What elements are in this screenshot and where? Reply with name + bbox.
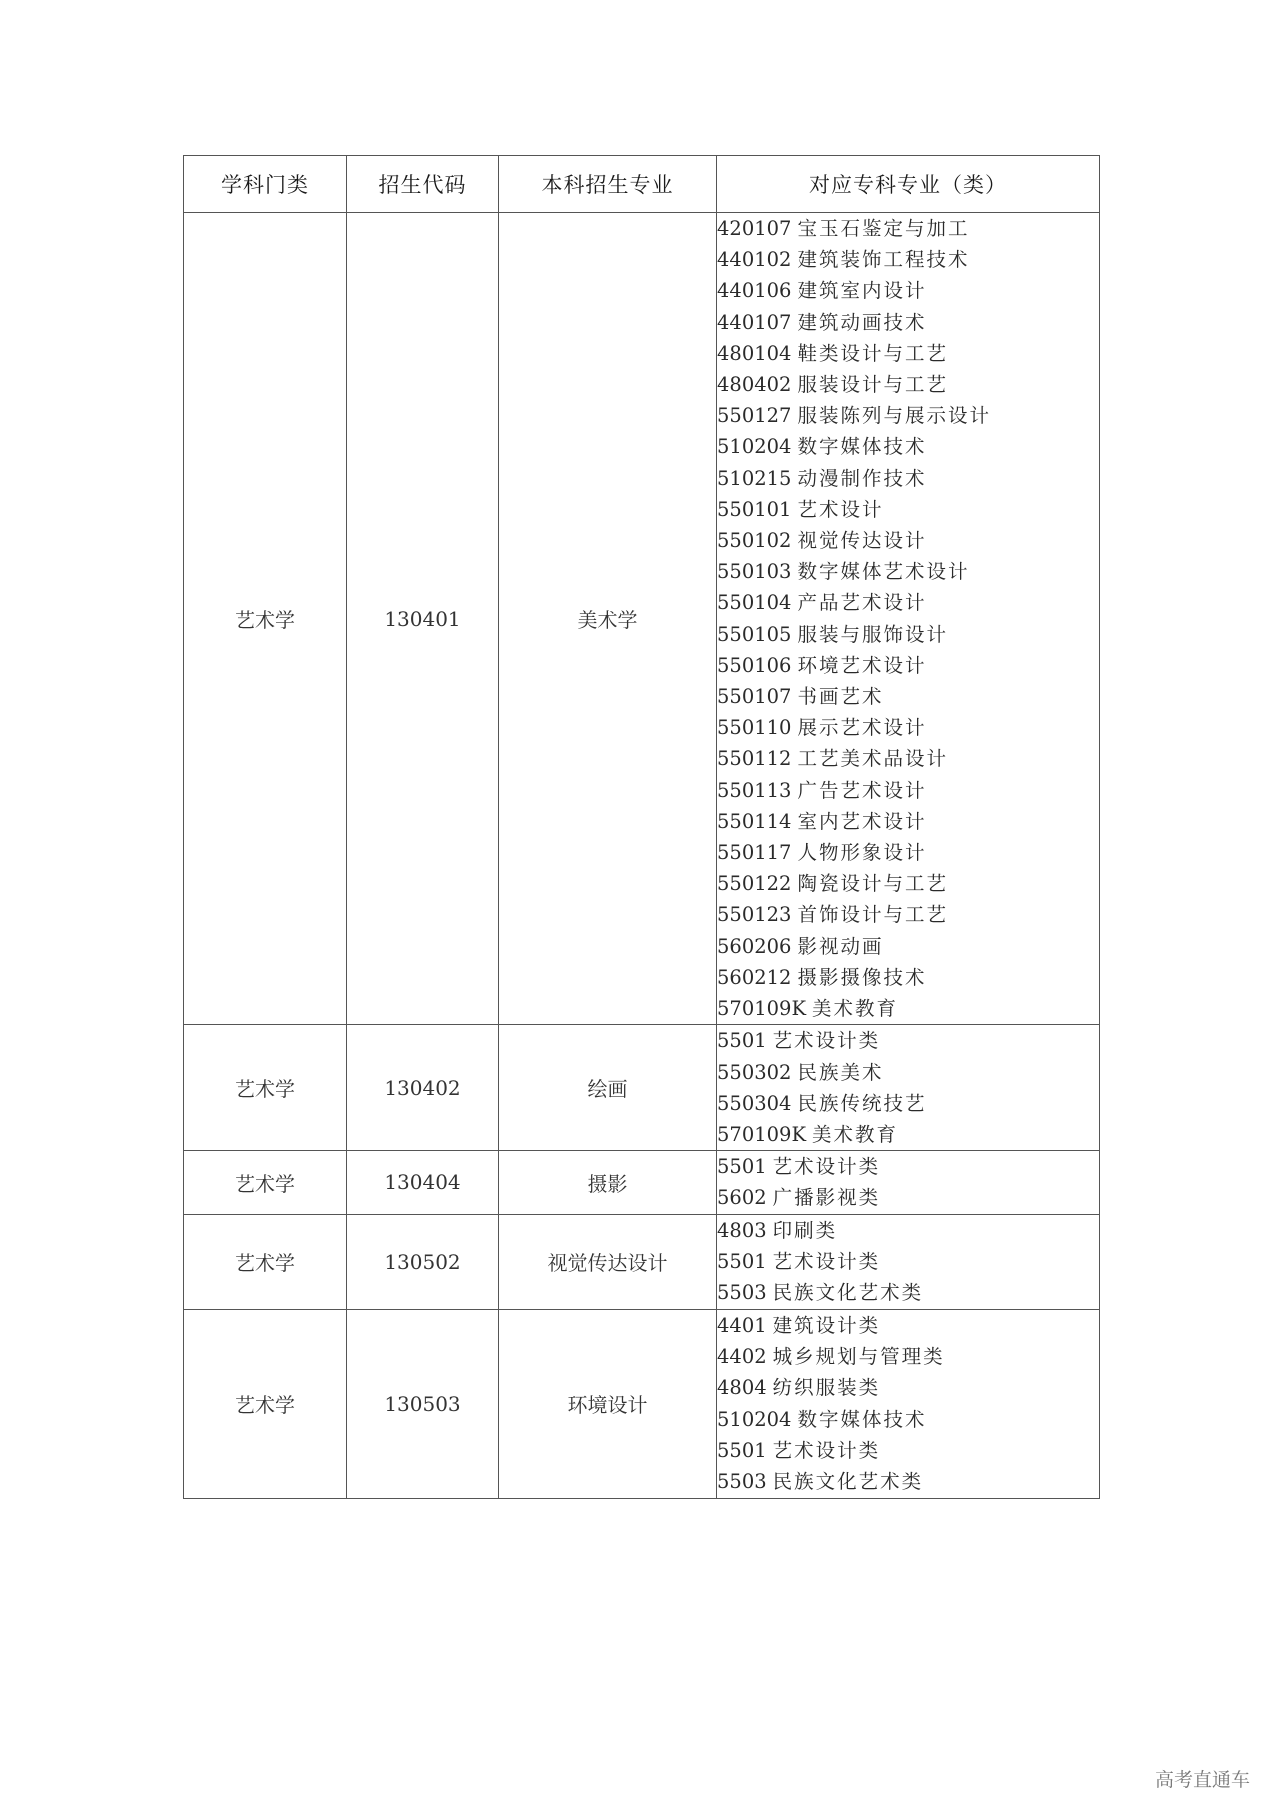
- header-related-vocational-majors: 对应专科专业（类）: [717, 156, 1100, 213]
- related-major-item: [717, 899, 1099, 930]
- table-row: [184, 1025, 1100, 1151]
- related-major-name: 摄影摄像技术: [797, 965, 927, 989]
- related-major-item: [717, 463, 1099, 494]
- related-major-item: [717, 1057, 1099, 1088]
- related-major-name: 民族文化艺术类: [772, 1470, 924, 1494]
- table-body: [184, 213, 1100, 1499]
- related-major-item: [717, 400, 1099, 431]
- related-major-name: 艺术设计类: [772, 1250, 881, 1274]
- related-major-code: 440102: [717, 248, 792, 272]
- related-major-code: 570109K: [717, 997, 807, 1021]
- related-major-name: 美术教育: [812, 1122, 899, 1146]
- related-major-code: 440106: [717, 279, 792, 303]
- related-major-item: [717, 244, 1099, 275]
- table-row: [184, 1309, 1100, 1498]
- related-major-code: 5501: [717, 1029, 767, 1053]
- related-major-name: 广播影视类: [772, 1186, 881, 1210]
- related-majors-cell: [717, 213, 1100, 1025]
- related-major-item: [717, 806, 1099, 837]
- related-major-code: 570109K: [717, 1122, 807, 1146]
- enrollment-code-cell: 130401: [347, 213, 499, 1025]
- related-major-name: 美术教育: [812, 997, 899, 1021]
- related-major-name: 建筑室内设计: [797, 279, 927, 303]
- related-major-item: [717, 1151, 1099, 1182]
- related-major-name: 民族传统技艺: [797, 1091, 927, 1115]
- related-major-name: 建筑装饰工程技术: [797, 248, 970, 272]
- related-major-item: [717, 931, 1099, 962]
- discipline-category-cell: 艺术学: [184, 1025, 347, 1151]
- related-major-code: 550102: [717, 529, 792, 553]
- related-major-code: 550127: [717, 404, 792, 428]
- discipline-category-cell: 艺术学: [184, 213, 347, 1025]
- undergrad-major-cell: 视觉传达设计: [499, 1214, 717, 1309]
- related-major-name: 视觉传达设计: [797, 529, 927, 553]
- related-major-name: 产品艺术设计: [797, 591, 927, 615]
- related-major-code: 5501: [717, 1155, 767, 1179]
- related-major-code: 5501: [717, 1250, 767, 1274]
- related-major-name: 首饰设计与工艺: [797, 903, 948, 927]
- related-major-item: [717, 837, 1099, 868]
- related-major-code: 4803: [717, 1218, 767, 1242]
- related-major-item: [717, 213, 1099, 244]
- related-major-item: [717, 1466, 1099, 1497]
- enrollment-code-cell: 130404: [347, 1151, 499, 1214]
- related-major-name: 纺织服装类: [772, 1376, 881, 1400]
- undergrad-major-cell: 绘画: [499, 1025, 717, 1151]
- related-major-item: [717, 1341, 1099, 1372]
- related-major-item: [717, 619, 1099, 650]
- related-major-name: 艺术设计类: [772, 1155, 881, 1179]
- related-major-name: 广告艺术设计: [797, 778, 927, 802]
- related-major-code: 550122: [717, 872, 792, 896]
- related-majors-cell: [717, 1309, 1100, 1498]
- related-major-item: [717, 1182, 1099, 1213]
- related-major-code: 4401: [717, 1314, 767, 1338]
- related-major-code: 480104: [717, 341, 792, 365]
- related-major-code: 550103: [717, 560, 792, 584]
- related-major-name: 艺术设计类: [772, 1438, 881, 1462]
- related-major-code: 550101: [717, 497, 792, 521]
- related-major-code: 550105: [717, 622, 792, 646]
- enrollment-code-cell: 130402: [347, 1025, 499, 1151]
- related-major-code: 510204: [717, 1407, 792, 1431]
- header-discipline-category: 学科门类: [184, 156, 347, 213]
- related-major-name: 数字媒体技术: [797, 1407, 927, 1431]
- related-major-name: 影视动画: [797, 934, 884, 958]
- related-major-code: 5501: [717, 1438, 767, 1462]
- related-major-code: 550117: [717, 841, 792, 865]
- related-major-name: 室内艺术设计: [797, 809, 927, 833]
- table-row: [184, 1214, 1100, 1309]
- related-major-code: 550107: [717, 685, 792, 709]
- header-enrollment-code: 招生代码: [347, 156, 499, 213]
- related-major-item: [717, 1277, 1099, 1308]
- related-majors-cell: [717, 1151, 1100, 1214]
- related-major-item: [717, 1372, 1099, 1403]
- related-major-code: 550110: [717, 716, 792, 740]
- related-major-item: [717, 712, 1099, 743]
- discipline-category-cell: 艺术学: [184, 1151, 347, 1214]
- related-major-code: 5602: [717, 1186, 767, 1210]
- related-major-item: [717, 1119, 1099, 1150]
- related-major-name: 印刷类: [772, 1218, 838, 1242]
- related-major-item: [717, 338, 1099, 369]
- related-major-code: 550304: [717, 1091, 792, 1115]
- related-major-name: 鞋类设计与工艺: [797, 341, 948, 365]
- related-major-code: 4402: [717, 1345, 767, 1369]
- related-major-name: 建筑动画技术: [797, 310, 927, 334]
- related-major-name: 宝玉石鉴定与加工: [797, 217, 970, 240]
- related-major-item: [717, 275, 1099, 306]
- related-major-item: [717, 1435, 1099, 1466]
- related-major-item: [717, 431, 1099, 462]
- related-major-name: 城乡规划与管理类: [772, 1345, 945, 1369]
- related-major-name: 艺术设计: [797, 497, 884, 521]
- related-major-item: [717, 775, 1099, 806]
- related-major-name: 服装与服饰设计: [797, 622, 948, 646]
- related-major-code: 550106: [717, 653, 792, 677]
- related-major-item: [717, 494, 1099, 525]
- related-major-code: 420107: [717, 217, 792, 240]
- related-major-name: 民族美术: [797, 1060, 884, 1084]
- related-major-code: 5503: [717, 1281, 767, 1305]
- related-major-code: 440107: [717, 310, 792, 334]
- related-major-code: 550302: [717, 1060, 792, 1084]
- related-major-name: 环境艺术设计: [797, 653, 927, 677]
- watermark: 高考直通车: [1154, 1769, 1250, 1791]
- related-major-item: [717, 993, 1099, 1024]
- table-header-row: [184, 156, 1100, 213]
- related-major-item: [717, 587, 1099, 618]
- header-undergrad-major: 本科招生专业: [499, 156, 717, 213]
- related-major-name: 动漫制作技术: [797, 466, 927, 490]
- related-major-name: 人物形象设计: [797, 841, 927, 865]
- related-major-item: [717, 681, 1099, 712]
- related-major-name: 展示艺术设计: [797, 716, 927, 740]
- related-major-code: 550113: [717, 778, 792, 802]
- related-major-code: 5503: [717, 1470, 767, 1494]
- related-major-code: 550114: [717, 809, 792, 833]
- related-major-name: 数字媒体技术: [797, 435, 927, 459]
- related-major-item: [717, 962, 1099, 993]
- discipline-category-cell: 艺术学: [184, 1309, 347, 1498]
- related-major-code: 510204: [717, 435, 792, 459]
- related-major-name: 建筑设计类: [772, 1314, 881, 1338]
- related-major-name: 书画艺术: [797, 685, 884, 709]
- related-major-item: [717, 369, 1099, 400]
- related-major-item: [717, 650, 1099, 681]
- related-major-item: [717, 1404, 1099, 1435]
- related-major-code: 510215: [717, 466, 792, 490]
- related-major-item: [717, 743, 1099, 774]
- related-major-code: 560206: [717, 934, 792, 958]
- related-major-item: [717, 1025, 1099, 1056]
- related-major-name: 数字媒体艺术设计: [797, 560, 970, 584]
- related-major-code: 550104: [717, 591, 792, 615]
- related-major-name: 服装设计与工艺: [797, 373, 948, 397]
- undergrad-major-cell: 环境设计: [499, 1309, 717, 1498]
- related-major-code: 560212: [717, 965, 792, 989]
- related-major-code: 550112: [717, 747, 792, 771]
- related-major-name: 民族文化艺术类: [772, 1281, 924, 1305]
- related-major-name: 艺术设计类: [772, 1029, 881, 1053]
- related-major-item: [717, 307, 1099, 338]
- related-major-code: 4804: [717, 1376, 767, 1400]
- discipline-category-cell: 艺术学: [184, 1214, 347, 1309]
- undergrad-major-cell: 摄影: [499, 1151, 717, 1214]
- related-major-code: 550123: [717, 903, 792, 927]
- major-mapping-table: [183, 155, 1100, 1499]
- enrollment-code-cell: 130502: [347, 1214, 499, 1309]
- enrollment-code-cell: 130503: [347, 1309, 499, 1498]
- related-major-name: 服装陈列与展示设计: [797, 404, 991, 428]
- related-major-item: [717, 525, 1099, 556]
- related-major-item: [717, 1310, 1099, 1341]
- related-major-code: 480402: [717, 373, 792, 397]
- related-majors-cell: [717, 1214, 1100, 1309]
- related-majors-cell: [717, 1025, 1100, 1151]
- undergrad-major-cell: 美术学: [499, 213, 717, 1025]
- table-row: [184, 213, 1100, 1025]
- related-major-item: [717, 868, 1099, 899]
- related-major-name: 工艺美术品设计: [797, 747, 948, 771]
- table-row: [184, 1151, 1100, 1214]
- related-major-item: [717, 1246, 1099, 1277]
- related-major-item: [717, 1215, 1099, 1246]
- related-major-name: 陶瓷设计与工艺: [797, 872, 948, 896]
- related-major-item: [717, 1088, 1099, 1119]
- related-major-item: [717, 556, 1099, 587]
